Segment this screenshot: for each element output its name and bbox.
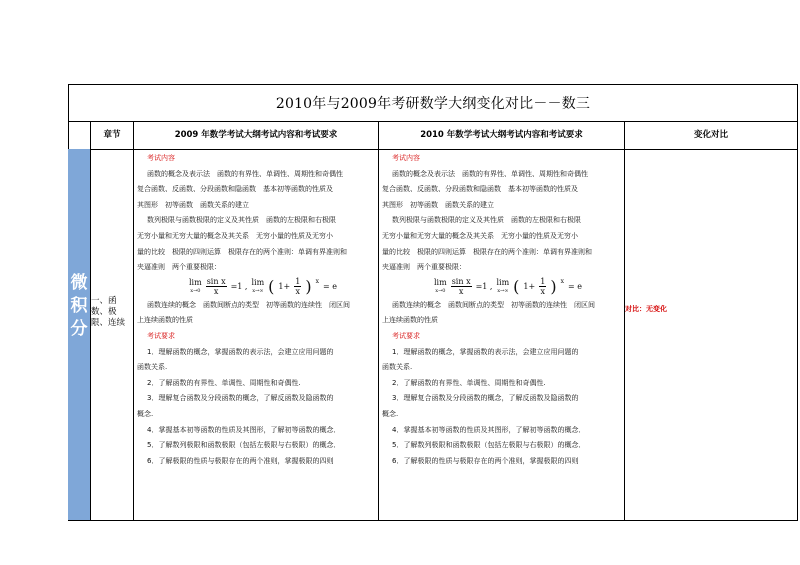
text-line: 其图形 初等函数 函数关系的建立 [382, 200, 494, 209]
title-row-divider [68, 121, 798, 122]
content-heading: 考试内容 [392, 154, 420, 162]
text-line: 函数的概念及表示法 函数的有界性、单调性、周期性和奇偶性 [147, 169, 343, 178]
text-line: 4．掌握基本初等函数的性质及其图形，了解初等函数的概念． [147, 425, 341, 434]
document-title: 2010年与2009年考研数学大纲变化对比－－数三 [275, 96, 591, 112]
text-line: 量的比较 极限的四则运算 极限存在的两个准则：单调有界准则和 [137, 247, 347, 256]
text-line: 3．理解复合函数及分段函数的概念，了解反函数及隐函数的 [147, 394, 334, 403]
text-line: 复合函数、反函数、分段函数和隐函数 基本初等函数的性质及 [382, 185, 578, 194]
text-line: 其图形 初等函数 函数关系的建立 [137, 200, 249, 209]
text-line: 上连续函数的性质 [137, 316, 193, 325]
text-line: 夹逼准则 两个重要极限： [137, 263, 221, 272]
limit-formula: lim x→0 $\frac{\text{sin x}}{x}$ =1 , lim x→∞ ( 1+ $\frac{1}{x}$ ) x = e [189, 276, 337, 297]
text-line: 上连续函数的性质 [382, 316, 438, 325]
column-2010 [382, 151, 621, 469]
limit-formula: lim x→0 $\frac{\text{sin x}}{x}$ =1 , lim x→∞ ( 1+ $\frac{1}{x}$ ) x = e [434, 276, 582, 297]
text-line: 2．了解函数的有界性、单调性、周期性和奇偶性. [392, 378, 546, 387]
header-2010: 2010 年数学考试大纲考试内容和考试要求 [420, 130, 583, 140]
text-line: 1．理解函数的概念，掌握函数的表示法，会建立应用问题的 [147, 347, 334, 356]
col-divider-change [624, 121, 625, 520]
header-change: 变化对比 [693, 130, 728, 140]
header-row-divider [68, 149, 798, 150]
text-line: 量的比较 极限的四则运算 极限存在的两个准则：单调有界准则和 [382, 247, 592, 256]
column-2009 [137, 151, 375, 469]
content-heading: 考试内容 [147, 154, 175, 162]
requirements-heading: 考试要求 [392, 331, 420, 340]
header-chapter: 章节 [103, 130, 121, 140]
text-line: 数列极限与函数极限的定义及其性质 函数的左极限和右极限 [392, 216, 581, 225]
text-line: 3．理解复合函数及分段函数的概念，了解反函数及隐函数的 [392, 394, 579, 403]
text-line: 复合函数、反函数、分段函数和隐函数 基本初等函数的性质及 [137, 185, 333, 194]
table-border-top [68, 84, 798, 85]
table-border-bottom [68, 520, 798, 521]
text-line: 函数关系. [137, 363, 168, 372]
text-line: 概念. [137, 409, 154, 418]
text-line: 6．了解极限的性质与极限存在的两个准则，掌握极限的四则 [147, 456, 334, 465]
requirements-heading: 考试要求 [147, 331, 175, 340]
text-line: 无穷小量和无穷大量的概念及其关系 无穷小量的性质及无穷小 [382, 231, 578, 240]
text-line: 函数关系. [382, 363, 413, 372]
text-line: 6．了解极限的性质与极限存在的两个准则，掌握极限的四则 [392, 456, 579, 465]
chapter-label: 微 积 分 [70, 273, 88, 339]
text-line: 数列极限与函数极限的定义及其性质 函数的左极限和右极限 [147, 216, 336, 225]
col-divider-2010 [378, 121, 379, 520]
text-line: 函数连续的概念 函数间断点的类型 初等函数的连续性 闭区间 [147, 300, 350, 309]
section-label: 一、函数、极限、连续 [91, 296, 126, 328]
table-border-right [797, 84, 798, 520]
text-line: 2．了解函数的有界性、单调性、周期性和奇偶性. [147, 378, 301, 387]
text-line: 无穷小量和无穷大量的概念及其关系 无穷小量的性质及无穷小 [137, 231, 333, 240]
text-line: 函数的概念及表示法 函数的有界性、单调性、周期性和奇偶性 [392, 169, 588, 178]
text-line: 5．了解数列极限和函数极限（包括左极限与右极限）的概念． [392, 441, 586, 450]
text-line: 4．掌握基本初等函数的性质及其图形，了解初等函数的概念． [392, 425, 586, 434]
header-2009: 2009 年数学考试大纲考试内容和考试要求 [174, 130, 338, 140]
text-line: 函数连续的概念 函数间断点的类型 初等函数的连续性 闭区间 [392, 300, 595, 309]
text-line: 5．了解数列极限和函数极限（包括左极限与右极限）的概念． [147, 441, 341, 450]
text-line: 夹逼准则 两个重要极限： [382, 263, 466, 272]
change-note: 对比：无变化 [625, 305, 667, 313]
col-divider-section [133, 121, 134, 520]
text-line: 1．理解函数的概念，掌握函数的表示法，会建立应用问题的 [392, 347, 579, 356]
text-line: 概念. [382, 409, 399, 418]
